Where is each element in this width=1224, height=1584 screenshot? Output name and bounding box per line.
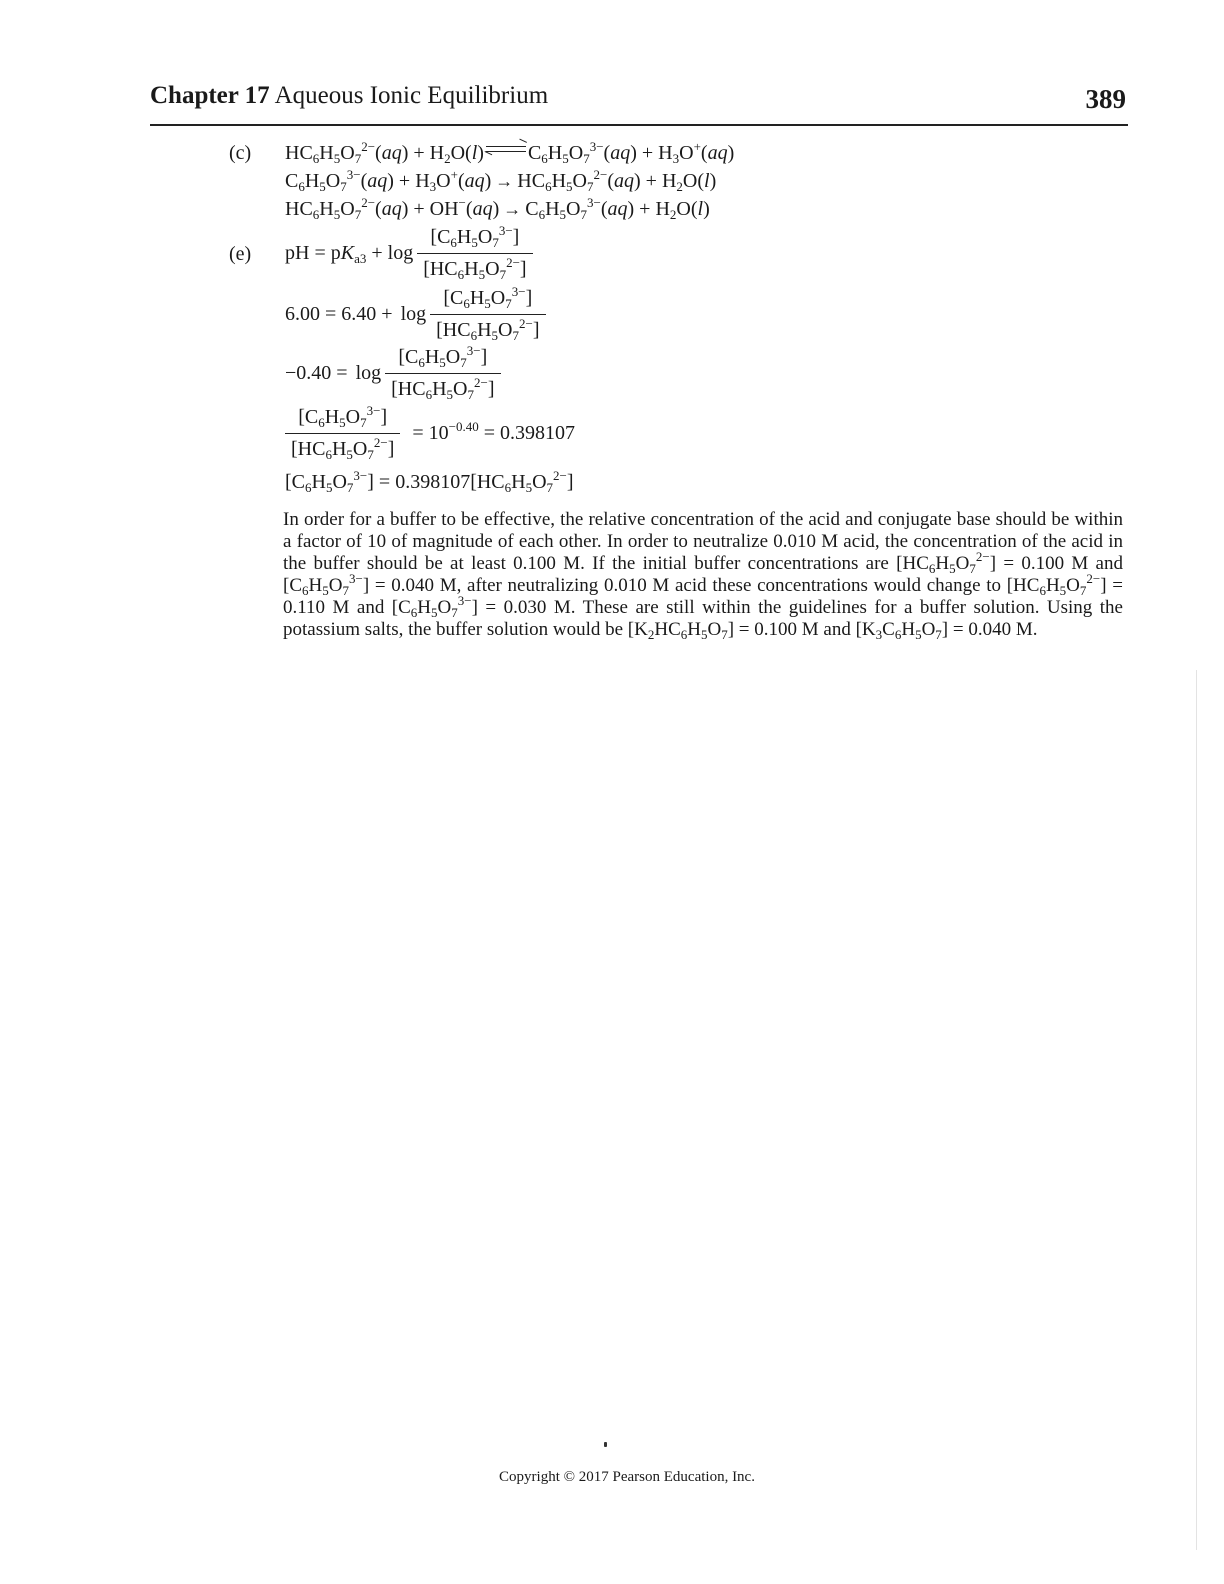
concentration-ratio: $\frac{[C_6H_5O_7^{3-}]}{[HC_6H_5O_7^{2-}]}$ (285, 406, 400, 461)
chapter-name: Aqueous Ionic Equilibrium (274, 82, 549, 109)
equation-c-3: $HC_6H_5O_7^{2-}(aq) + OH^-(aq) \to C_6H_5O_7^{3-}(aq) + H_2O(l)$ (285, 195, 710, 222)
equation-c-2: $C_6H_5O_7^{3-}(aq) + H_3O^+(aq) \to HC_6H_5O_7^{2-}(aq) + H_2O(l)$ (285, 167, 717, 194)
equation-c-1: $HC_6H_5O_7^{2-}(aq) + H_2O(l)$ $C_6H_5O_7^{3-}(aq) + H_3O^+(aq)$ (285, 139, 735, 166)
equilibrium-arrow-icon (486, 143, 526, 157)
arrow-icon: → (503, 199, 522, 219)
equation-e-1: pH = $pK_{a3} + \log$ $\frac{[C_6H_5O_7^{3-}]}{[HC_6H_5O_7^{2-}]}$ (285, 226, 537, 281)
scan-edge (1196, 670, 1197, 1550)
page-header (150, 80, 1128, 126)
arrow-icon: → (495, 171, 514, 191)
copyright-footer: Copyright © 2017 Pearson Education, Inc. (499, 1469, 755, 1485)
part-e-label: (e) (229, 243, 252, 265)
chapter-label: Chapter 17 (150, 82, 270, 109)
equation-e-4: $\frac{[C_6H_5O_7^{3-}]}{[HC_6H_5O_7^{2-}]}$ = $10^{-0.40} = 0.398107$ (281, 406, 575, 461)
equation-e-2: 6.00 = 6.40 + log $\frac{[C_6H_5O_7^{3-}]}{[HC_6H_5O_7^{2-}]}$ (285, 287, 550, 342)
equation-e-3: −0.40 = log $\frac{[C_6H_5O_7^{3-}]}{[HC_6H_5O_7^{2-}]}$ (285, 346, 505, 401)
page-number: 389 (1085, 84, 1126, 114)
equation-e-2-value: 6.00 = 6.40 + (285, 303, 393, 325)
scan-mark (604, 1442, 607, 1447)
concentration-ratio: $\frac{[C_6H_5O_7^{3-}]}{[HC_6H_5O_7^{2-}]}$ (417, 226, 532, 281)
equation-e-5: $[C_6H_5O_7^{3-}] = 0.398107[HC_6H_5O_7^{2-}]$ (285, 468, 574, 495)
chapter-title (150, 82, 548, 110)
part-c-label: (c) (229, 142, 252, 164)
equation-e-3-value: −0.40 = (285, 362, 348, 384)
concentration-ratio: $\frac{[C_6H_5O_7^{3-}]}{[HC_6H_5O_7^{2-}]}$ (430, 287, 545, 342)
explanation-paragraph: In order for a buffer to be effective, the relative concentration of the acid and conjugate base should be within a factor of 10 of magnitude of each other. In order to neutralize 0.010 M acid, the concentration of the acid in the buffer should be at least 0.100 M. If the initial buffer concentrations are $[HC_6H_5O_7^{2-}] = 0.100$ M and $[C_6H_5O_7^{3-}] = 0.040$ M, after neutralizing 0.010 M acid these concentrations would change to $[HC_6H_5O_7^{2-}] = 0.110$ M and $[C_6H_5O_7^{3-}] = 0.030$ M. These are still within the guidelines for a buffer solution. Using the potassium salts, the buffer solution would be $[K_2HC_6H_5O_7] = 0.100$ M and $[K_3C_6H_5O_7] = 0.040$ M. (283, 509, 1123, 642)
concentration-ratio: $\frac{[C_6H_5O_7^{3-}]}{[HC_6H_5O_7^{2-}]}$ (385, 346, 500, 401)
